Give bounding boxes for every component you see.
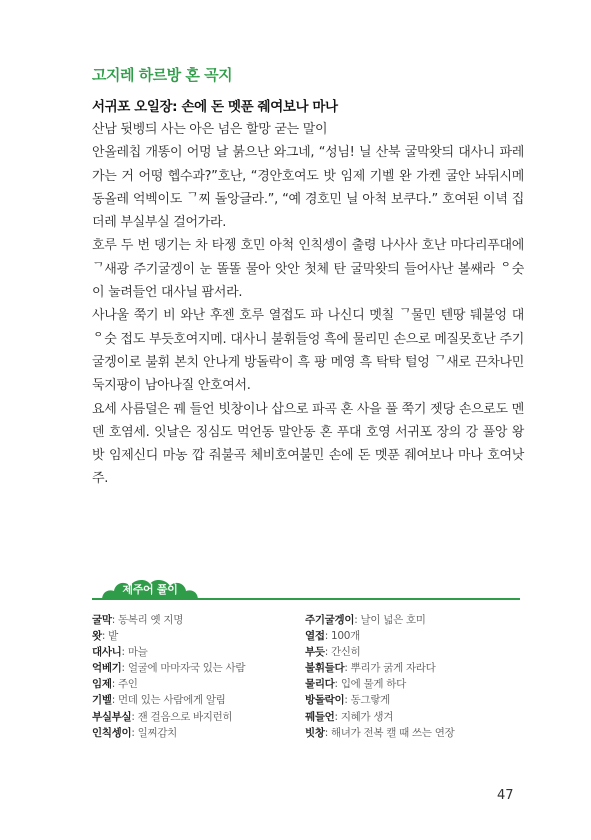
glossary-definition: 동복리 옛 지명 (117, 614, 184, 626)
glossary-item: 물리다: 입에 물게 하다 (305, 678, 406, 691)
glossary-term: 대사니 (92, 646, 122, 659)
glossary-definition: 입에 물게 하다 (340, 678, 406, 691)
paragraph: 산남 뒷벵듸 사는 아은 넘은 할망 굳는 말이 (92, 122, 328, 137)
glossary-term: 기벨 (92, 694, 112, 707)
glossary-item: 억베기: 얼굴에 마마자국 있는 사람 (92, 662, 246, 675)
glossary-term: 억베기 (92, 662, 122, 675)
glossary-item: 임제: 주인 (92, 678, 138, 691)
glossary-item: 부실부실: 잰 걸음으로 바지런히 (92, 710, 233, 723)
paragraph: 요세 사름덜은 꿰 들언 빗창이나 삽으로 파곡 혼 사을 풀 쭉기 젯당 손으로도 멘덴 호염세. 잇날은 징심도 먹언동 말안동 혼 푸대 호영 서귀포 장의 강 풀앙 왕 밧 임제신디 마농 깝 줘불곡 체비호여불민 손에 돈 멧푼 줴여보나 마나 호여낫주. (92, 401, 524, 487)
glossary-definition: 밭 (108, 630, 118, 643)
glossary-definition: 100개 (330, 630, 360, 643)
glossary-term: 꿰들언 (305, 710, 335, 723)
glossary-item: 빗창: 해녀가 전복 캘 때 쓰는 연장 (305, 726, 455, 739)
paragraph: 사나울 쭉기 비 와난 후젠 호루 열접도 파 나신디 멧칠 ᄀ물민 텐땅 뒈불엉 대ᄋ숫 접도 부듯호여지메. 대사니 불휘들엉 흑에 물리민 손으로 메질못호난 주기굴겡이로 불휘 본치 안나게 방돌락이 흑 팡 메영 흑 탁탁 털엉 ᄀ새로 끈차나민 둑지팡이 남아나질 안호여서. (92, 308, 524, 394)
section-title: 고지레 하르방 혼 곡지 (92, 66, 233, 84)
glossary-term: 굴막 (92, 614, 112, 626)
glossary-term: 빗창 (305, 726, 325, 739)
paragraph: 안올레칩 개똥이 어멍 날 붉으난 와그네, “성님! 닐 산북 굴막왓듸 대사니 파레 가는 거 어떵 헵수과?”호난, “경안호여도 밧 임제 기벨 완 가켄 굴안 놔뒤시메 동올레 억벡이도 ᄀ찌 돌앙글라.”, “예 경호민 닐 아척 보쿠다.” 호여된 이녁 집더레 부실부실 걸어가라. (92, 145, 524, 231)
glossary-header (92, 577, 520, 603)
glossary-item: 기벨: 먼데 있는 사람에게 알림 (92, 694, 226, 707)
glossary-term: 물리다 (305, 678, 335, 691)
glossary-definition: 잰 걸음으로 바지런히 (137, 710, 233, 723)
page-number: 47 (497, 788, 514, 803)
glossary-term: 왓 (92, 630, 102, 643)
glossary-item: 인칙셍이: 일찌감치 (92, 726, 178, 739)
glossary-definition: 날이 넓은 호미 (360, 614, 426, 626)
glossary-item: 굴막: 동복리 옛 지명 (92, 614, 184, 626)
glossary-term: 방돌락이 (305, 694, 345, 707)
paragraph: 호루 두 번 뎅기는 차 타젱 호민 아척 인칙셍이 출령 나사사 호난 마다리푸대에 ᄀ새광 주기굴겡이 눈 똘똘 물아 앗안 첫체 탄 굴막왓듸 들어사난 볼쌔라 ᄋ숫이 눌려들언 대사닐 팜서라. (92, 238, 524, 301)
glossary-definition: 해녀가 전복 캘 때 쓰는 연장 (330, 726, 455, 739)
glossary-term: 주기굴겡이 (305, 614, 355, 626)
glossary-term: 임제 (92, 678, 112, 691)
glossary-title: 제주어 풀이 (122, 583, 178, 596)
glossary-item: 왓: 밭 (92, 630, 118, 643)
glossary-list (92, 612, 522, 741)
glossary-item: 꿰들언: 지혜가 생겨 (305, 710, 394, 723)
glossary-item: 주기굴겡이: 날이 넓은 호미 (305, 614, 426, 626)
glossary-item: 대사니: 마늘 (92, 646, 148, 659)
glossary-item: 부듯: 간신히 (305, 646, 361, 659)
glossary-item: 불휘들다: 뿌리가 굵게 자라다 (305, 662, 436, 675)
glossary-definition: 먼데 있는 사람에게 알림 (117, 694, 226, 707)
glossary-definition: 마늘 (127, 646, 148, 659)
glossary-definition: 일찌감치 (137, 726, 178, 739)
glossary-definition: 간신히 (330, 646, 361, 659)
article-body (92, 118, 524, 491)
article-subtitle: 서귀포 오일장: 손에 돈 멧푼 줴여보나 마나 (92, 99, 338, 115)
glossary-item: 방돌락이: 동그랗게 (305, 694, 391, 707)
glossary-term: 부듯 (305, 646, 325, 659)
glossary-definition: 주인 (117, 678, 138, 691)
glossary-term: 부실부실 (92, 710, 132, 723)
glossary-item: 열접: 100개 (305, 630, 360, 643)
glossary-term: 인칙셍이 (92, 726, 132, 739)
glossary-term: 열접 (305, 630, 325, 643)
glossary-term: 불휘들다 (305, 662, 345, 675)
glossary-definition: 얼굴에 마마자국 있는 사람 (127, 662, 246, 675)
glossary-definition: 지혜가 생겨 (340, 710, 394, 723)
glossary-definition: 동그랗게 (350, 694, 391, 707)
glossary-definition: 뿌리가 굵게 자라다 (350, 662, 436, 675)
